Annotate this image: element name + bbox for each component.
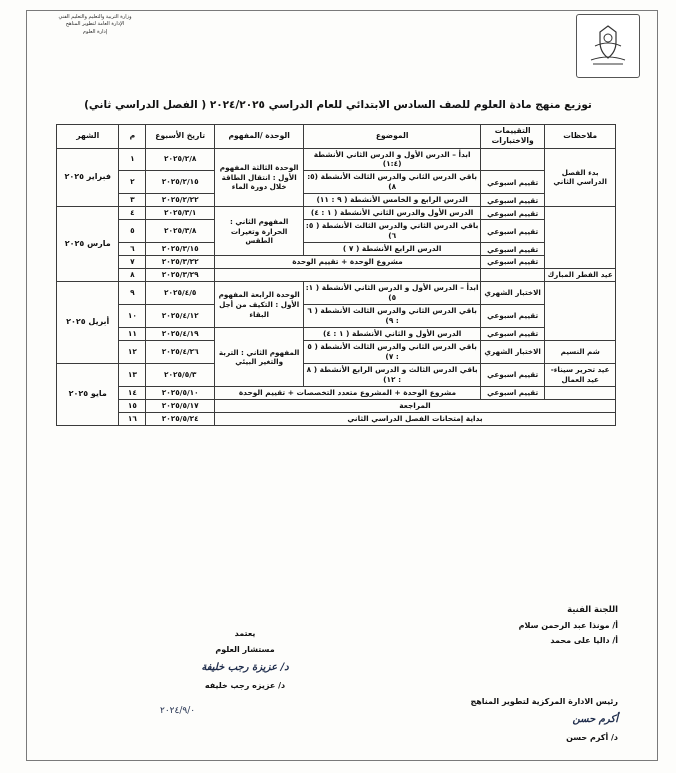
cell-evaluation: تقييم اسبوعي xyxy=(480,171,544,194)
table-row xyxy=(57,364,616,387)
table-row xyxy=(57,413,616,426)
cell-unit: المفهوم الثاني : التربة والتغير البيئي xyxy=(214,328,303,387)
table-row xyxy=(57,282,616,305)
cell-topic: باقي الدرس الثاني والدرس الثالث الأنشطة ( ٦ : ٩) xyxy=(304,305,481,328)
cell-date: ٢٠٢٥/٣/٢٢ xyxy=(146,256,215,269)
col-header-notes: ملاحظات xyxy=(545,125,616,149)
cell-date: ٢٠٢٥/٢/٨ xyxy=(146,148,215,171)
cell-evaluation: تقييم اسبوعي xyxy=(480,220,544,243)
national-crest-icon xyxy=(576,14,640,78)
cell-topic: الدرس الأول والدرس الثاني الأنشطة ( ١ : ٤) xyxy=(304,207,481,220)
cell-date: ٢٠٢٥/٣/١٥ xyxy=(146,243,215,256)
cell-num: ١١ xyxy=(119,328,146,341)
committee-member-2: أ/ داليا على محمد xyxy=(550,636,618,646)
ministry-line-2: الإدارة العامة لتطوير المناهج xyxy=(65,21,125,28)
cell-notes: عيد تحرير سيناء- عيد العمال xyxy=(545,364,616,387)
col-header-topic: الموضوع xyxy=(304,125,481,149)
cell-num: ٦ xyxy=(119,243,146,256)
cell-topic: الدرس الرابع الأنشطة ( ٧ ) xyxy=(304,243,481,256)
cell-month: مارس ٢٠٢٥ xyxy=(57,207,119,282)
cell-num: ٩ xyxy=(119,282,146,305)
cell-unit: المفهوم الثاني : الحرارة وتغيرات الطقس xyxy=(214,207,303,256)
cell-evaluation: تقييم اسبوعي xyxy=(480,387,544,400)
cell-notes xyxy=(545,387,616,400)
cell-date: ٢٠٢٥/٤/٥ xyxy=(146,282,215,305)
ministry-line-3: إدارة العلوم xyxy=(82,28,108,35)
reviewer-name: د/ عزيزه رجب خليفه xyxy=(204,681,286,690)
cell-num: ١٢ xyxy=(119,341,146,364)
table-header-row xyxy=(57,125,616,149)
cell-date: ٢٠٢٥/٢/١٥ xyxy=(146,171,215,194)
cell-notes xyxy=(545,282,616,341)
cell-topic: ابدأ – الدرس الأول و الدرس الثاني الأنشطة (١:٤) xyxy=(304,148,481,171)
cell-month: فبراير ٢٠٢٥ xyxy=(57,148,119,207)
committee-title: اللجنة الفنية xyxy=(567,604,618,614)
cell-unit: الوحدة الثالثة المفهوم الأول : انتقال الطاقة خلال دورة الماء xyxy=(214,148,303,207)
page-title: توزيع منهج مادة العلوم للصف السادس الابتدائي للعام الدراسي ٢٠٢٤/٢٠٢٥ ( الفصل الدراسي ثاني) xyxy=(84,99,592,111)
cell-num: ١٠ xyxy=(119,305,146,328)
cell-topic: الدرس الرابع و الخامس الأنشطة ( ٩ : ١١) xyxy=(304,194,481,207)
cell-month: أبريل ٢٠٢٥ xyxy=(57,282,119,364)
cell-date: ٢٠٢٥/٥/١٧ xyxy=(146,400,215,413)
cell-num: ٧ xyxy=(119,256,146,269)
cell-evaluation: الاختبار الشهري xyxy=(480,282,544,305)
table-row xyxy=(57,256,616,269)
cell-notes: بدء الفصل الدراسي الثاني xyxy=(545,148,616,207)
table-row xyxy=(57,220,616,243)
cell-num: ٤ xyxy=(119,207,146,220)
cell-topic: الدرس الأول و الثاني الأنشطة ( ١ : ٤) xyxy=(304,328,481,341)
cell-evaluation: تقييم اسبوعي xyxy=(480,305,544,328)
head-signature: أكرم حسن xyxy=(572,714,618,725)
approval-block xyxy=(150,626,340,694)
table-row xyxy=(57,207,616,220)
cell-num: ١٦ xyxy=(119,413,146,426)
document-footer xyxy=(0,598,676,758)
head-label: رئيس الادارة المركزية لتطوير المناهج xyxy=(470,697,618,706)
cell-date: ٢٠٢٥/٣/٨ xyxy=(146,220,215,243)
curriculum-distribution-table xyxy=(56,124,616,426)
cell-num: ٣ xyxy=(119,194,146,207)
cell-topic: ابدأ – الدرس الأول و الدرس الثاني الأنشطة ( ١: ٥) xyxy=(304,282,481,305)
table-row xyxy=(57,269,616,282)
cell-topic: باقي الدرس الثاني والدرس الثالث الأنشطة ( ٥: ٦) xyxy=(304,220,481,243)
cell-evaluation: تقييم اسبوعي xyxy=(480,364,544,387)
col-header-unit: الوحدة /المفهوم xyxy=(214,125,303,149)
cell-notes: شم النسيم xyxy=(545,341,616,364)
table-row xyxy=(57,387,616,400)
cell-num: ٥ xyxy=(119,220,146,243)
cell-date: ٢٠٢٥/٤/٢٦ xyxy=(146,341,215,364)
cell-topic: باقي الدرس الثالث و الدرس الرابع الأنشطة ( ٨ : ١٢) xyxy=(304,364,481,387)
cell-num: ٨ xyxy=(119,269,146,282)
table-row xyxy=(57,243,616,256)
cell-topic xyxy=(214,269,480,282)
cell-evaluation: تقييم اسبوعي xyxy=(480,328,544,341)
table-row xyxy=(57,171,616,194)
committee-block xyxy=(368,602,618,648)
approval-role: مستشار العلوم xyxy=(215,645,275,654)
approval-label: يعتمد xyxy=(234,629,256,638)
col-header-month: الشهر xyxy=(57,125,119,149)
table-row xyxy=(57,194,616,207)
table-row xyxy=(57,148,616,171)
reviewer-signature: د/ عزيزة رجب خليفة xyxy=(201,662,289,673)
cell-num: ١٣ xyxy=(119,364,146,387)
cell-date: ٢٠٢٥/٤/١٢ xyxy=(146,305,215,328)
cell-notes xyxy=(545,207,616,269)
table-row xyxy=(57,328,616,341)
ministry-header xyxy=(36,14,154,78)
cell-evaluation: تقييم اسبوعي xyxy=(480,207,544,220)
cell-evaluation xyxy=(480,148,544,171)
table-row xyxy=(57,341,616,364)
ministry-line-1: وزارة التربية والتعليم والتعليم الفني xyxy=(58,14,132,20)
col-header-evaluation: التقييمات والاختبارات xyxy=(480,125,544,149)
table-row xyxy=(57,400,616,413)
cell-evaluation: تقييم اسبوعي xyxy=(480,243,544,256)
cell-date: ٢٠٢٥/٥/١٠ xyxy=(146,387,215,400)
central-administration-block xyxy=(388,694,618,746)
cell-evaluation: الاختبار الشهري xyxy=(480,341,544,364)
cell-evaluation xyxy=(480,269,544,282)
cell-topic: باقي الدرس الثاني والدرس الثالث الأنشطة ( ٥ : ٧) xyxy=(304,341,481,364)
col-header-date: تاريخ الأسبوع xyxy=(146,125,215,149)
cell-date: ٢٠٢٥/٣/١ xyxy=(146,207,215,220)
committee-member-1: أ/ مونذا عبد الرحمن سلام xyxy=(518,620,618,630)
cell-topic: المراجعة xyxy=(214,400,615,413)
cell-month: مايو ٢٠٢٥ xyxy=(57,364,119,426)
cell-evaluation: تقييم اسبوعي xyxy=(480,256,544,269)
cell-num: ١٤ xyxy=(119,387,146,400)
cell-num: ١ xyxy=(119,148,146,171)
cell-topic: باقي الدرس الثاني والدرس الثالث الأنشطة (٥: ٨) xyxy=(304,171,481,194)
cell-unit: الوحدة الرابعة المفهوم الأول : التكيف من أجل البقاء xyxy=(214,282,303,328)
head-name: د/ أكرم حسن xyxy=(566,733,618,742)
col-header-num: م xyxy=(119,125,146,149)
cell-topic: مشروع الوحدة + المشروع متعدد التخصصات + تقييم الوحدة xyxy=(214,387,480,400)
cell-evaluation: تقييم اسبوعي xyxy=(480,194,544,207)
cell-num: ١٥ xyxy=(119,400,146,413)
cell-notes: عيد الفطر المبارك xyxy=(545,269,616,282)
cell-date: ٢٠٢٥/٥/٣ xyxy=(146,364,215,387)
cell-topic: بداية إمتحانات الفصل الدراسي الثاني xyxy=(214,413,615,426)
cell-date: ٢٠٢٥/٤/١٩ xyxy=(146,328,215,341)
cell-date: ٢٠٢٥/٥/٢٤ xyxy=(146,413,215,426)
cell-num: ٢ xyxy=(119,171,146,194)
cell-date: ٢٠٢٥/٣/٢٩ xyxy=(146,269,215,282)
cell-topic: مشروع الوحدة + تقييم الوحدة xyxy=(214,256,480,269)
approval-date: ٢٠٢٤/٩/٠ xyxy=(160,706,196,716)
table-row xyxy=(57,305,616,328)
cell-date: ٢٠٢٥/٢/٢٢ xyxy=(146,194,215,207)
